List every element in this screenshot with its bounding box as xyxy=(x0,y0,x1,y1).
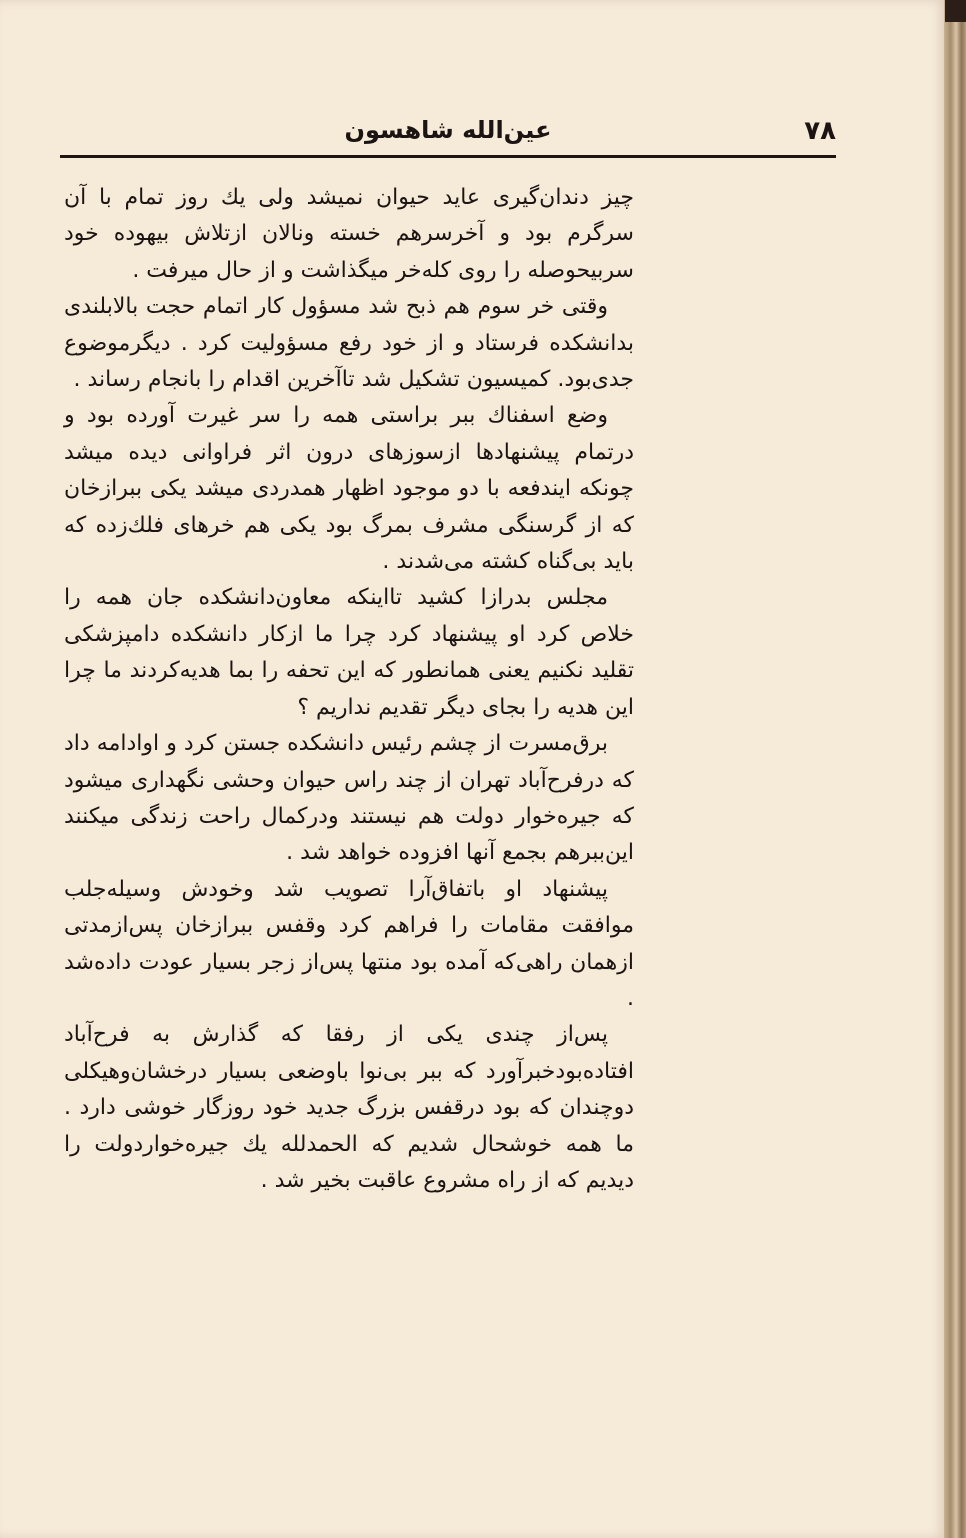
scan-corner-mark xyxy=(945,0,966,22)
paragraph: پس‌از چندی یکی از رفقا که گذارش به فرح‌آباد افتاده‌بودخبرآورد که ببر بی‌نوا باوضعی بسیار درخشان‌وهیکلی دوچندان که بود درقفس بزرگ جدید خود روزگار خوشی دارد . ما همه خوشحال شدیم که الحمدلله یك جیره‌خواردولت را دیدیم که از راه مشروع عاقبت بخیر شد . xyxy=(64,1022,634,1193)
paragraph: وقتی خر سوم هم ذبح شد مسؤول کار اتمام حجت بالابلندی بدانشکده فرستاد و از خود رفع مسؤولیت کرد . دیگرموضوع جدی‌بود. کمیسیون تشکیل شد تاآخرین اقدام را بانجام رساند . xyxy=(64,294,634,393)
paragraph: وضع اسفناك ببر براستی همه را سر غیرت آورده بود و درتمام پیشنهادها ازسوزهای درون اثر فراوانی دیده میشد چونکه ایندفعه با دو موجود اظهار همدردی میشد یکی ببرازخان که از گرسنگی مشرف بمرگ بود یکی هم خرهای فلك‌زده که باید بی‌گناه کشته می‌شدند . xyxy=(64,403,634,575)
page-edge xyxy=(944,0,966,1538)
page-number: ۷۸ xyxy=(804,116,836,146)
body-text xyxy=(64,180,634,1199)
header-title: عین‌الله شاهسون xyxy=(344,116,552,144)
header-rule xyxy=(60,155,836,158)
paragraph: چیز دندان‌گیری عاید حیوان نمیشد ولی یك روز تمام با آن سرگرم بود و آخرسرهم خسته ونالان ازتلاش بیهوده خود سربیحوصله را روی کله‌خر میگذاشت و از حال میرفت . xyxy=(64,185,634,283)
paragraph: مجلس بدرازا کشید تااینکه معاون‌دانشکده جان همه را خلاص کرد او پیشنهاد کرد چرا ما ازکار دانشکده دامپزشکی تقلید نکنیم یعنی همانطور که این تحفه را بما هدیه‌کردند ما چرا این هدیه را بجای دیگر تقدیم نداریم ؟ xyxy=(64,585,634,720)
paragraph: پیشنهاد او باتفاق‌آرا تصویب شد وخودش وسیله‌جلب موافقت مقامات را فراهم کرد وقفس ببرازخان پس‌ازمدتی ازهمان راهی‌که آمده بود منتها پس‌از زجر بسیار عودت داده‌شد . xyxy=(64,876,634,1011)
paragraph: برق‌مسرت از چشم رئیس دانشکده جستن کرد و اوادامه داد که درفرح‌آباد تهران از چند راس حیوان وحشی نگهداری میشود که جیره‌خوار دولت هم نیستند ودرکمال راحت زندگی میکنند این‌ببرهم بجمع آنها افزوده خواهد شد . xyxy=(64,731,634,866)
running-header xyxy=(60,112,836,152)
